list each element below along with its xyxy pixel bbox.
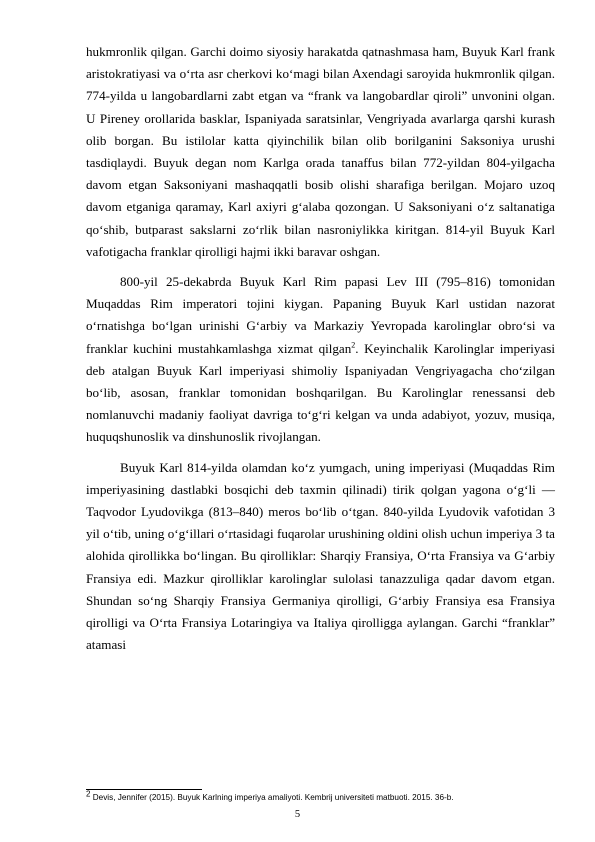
footnote-text: Devis, Jennifer (2015). Buyuk Karlning imperiya amaliyoti. Kembrij universiteti matbuoti. 2015. 36-b. bbox=[90, 793, 454, 802]
footnote bbox=[86, 789, 555, 803]
footnote-marker: 2 bbox=[86, 789, 91, 799]
footnote-reference[interactable]: 2 bbox=[351, 340, 356, 350]
page-number: 5 bbox=[294, 809, 301, 820]
paragraph-2-continuation: . Keyinchalik Karolinglar imperiyasi deb atalgan Buyuk Karl imperiyasi shimoliy Ispaniyadan Vengriyagacha cho‘zilgan bo‘lib, asosan, franklar tomonidan boshqarilgan. Bu Karolinglar renessansi deb nomlanuvchi madaniy faoliyat davriga to‘g‘ri kelgan va unda adabiyot, yozuv, musiqa, huquqshunoslik va dinshunoslik rivojlangan. bbox=[86, 340, 555, 445]
footnote-divider bbox=[86, 789, 202, 790]
paragraph-2-text: 800-yil 25-dekabrda Buyuk Karl Rim papasi Lev III (795–816) tomonidan Muqaddas Rim imperatori tojini kiygan. Papaning Buyuk Karl ustidan nazorat o‘rnatishga bo‘lgan urinishi G‘arbiy va Markaziy Yevropada karolinglar obro‘si va franklar kuchini mustahkamlashga xizmat qilgan bbox=[86, 274, 555, 356]
paragraph-1: hukmronlik qilgan. Garchi doimo siyosiy harakatda qatnashmasa ham, Buyuk Karl frank aristokratiyasi va o‘rta asr cherkovi ko‘magi bilan Axendagi saroyida hukmronlik qilgan. 774-yilda u langobardlarni zabt etgan va “frank va langobardlar qiroli” unvonini olgan. U Pireney orollarida basklar, Ispaniyada saratsinlar, Vengriyada avarlarga qarshi kurash olib borgan. Bu istilolar katta qiyinchilik bilan olib borilganini Saksoniya urushi tasdiqlaydi. Buyuk degan nom Karlga orada tanaffus bilan 772-yildan 804-yilgacha davom etgan Saksoniyani mashaqqatli bosib olishi sharafiga berilgan. Mojaro uzoq davom etganiga qaramay, Karl axiyri g‘alaba qozongan. U Saksoniyani o‘z saltanatiga qo‘shib, butparast sakslarni zo‘rlik bilan nasroniylikka kiritgan. 814-yil Buyuk Karl vafotigacha franklar qirolligi hajmi ikki baravar oshgan. bbox=[86, 44, 555, 259]
paragraph-2 bbox=[86, 271, 555, 449]
paragraph-3: Buyuk Karl 814-yilda olamdan ko‘z yumgach, uning imperiyasi (Muqaddas Rim imperiyasining dastlabki bosqichi deb taxmin qilinadi) tirik qolgan yagona o‘g‘li — Taqvodor Lyudovikga (813–840) meros bo‘lib o‘tgan. 840-yilda Lyudovik vafotidan 3 yil o‘tib, uning o‘g‘illari o‘rtasidagi fuqarolar urushining oldini olish uchun imperiya 3 ta alohida qirollikka bo‘lingan. Bu qirolliklar: Sharqiy Fransiya, O‘rta Fransiya va G‘arbiy Fransiya edi. Mazkur qirolliklar karolinglar sulolasi tanazzuliga qadar davom etgan. Shundan so‘ng Sharqiy Fransiya Germaniya qirolligi, G‘arbiy Fransiya esa Fransiya qirolligi va O‘rta Fransiya Lotaringiya va Italiya qirolligga aylangan. Garchi “franklar” atamasi bbox=[86, 459, 555, 653]
body-text bbox=[86, 41, 555, 656]
